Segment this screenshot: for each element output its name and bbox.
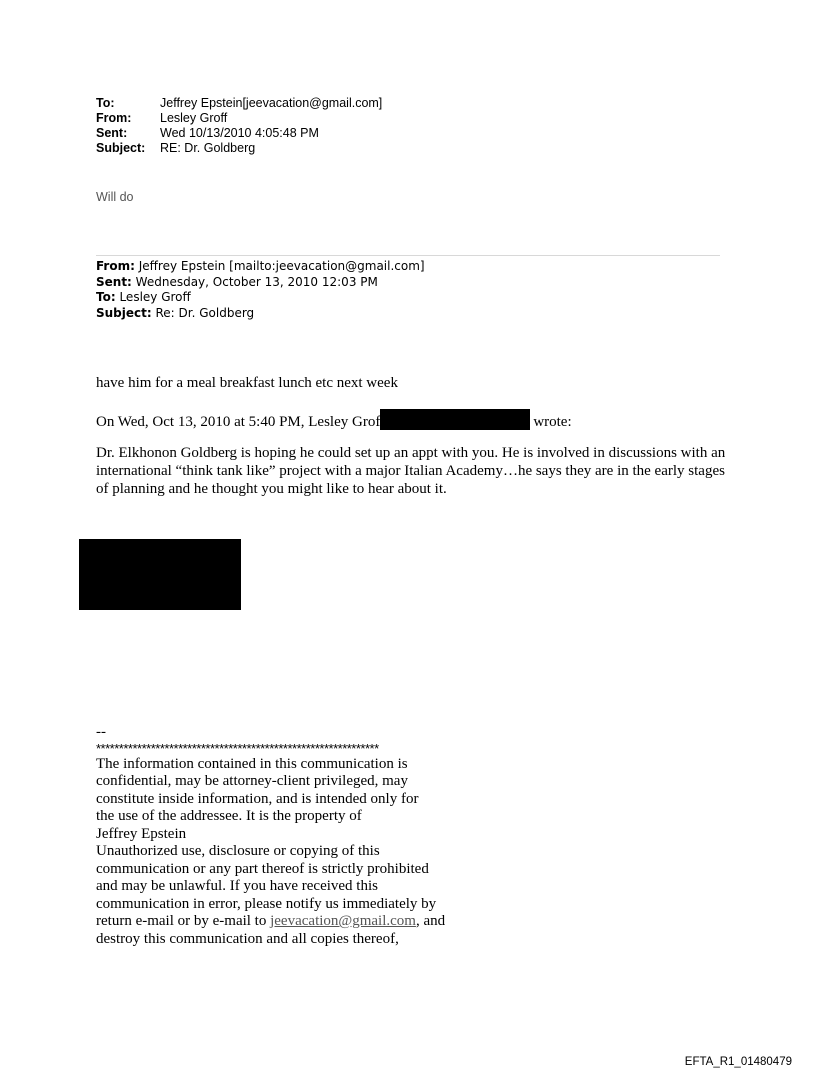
from-label: From: [96,111,132,125]
disclaimer-line: The information contained in this communication is [96,755,408,772]
quoted-sent-value: Wednesday, October 13, 2010 12:03 PM [131,274,378,289]
quote-attribution [96,409,572,431]
disclaimer-return-line [96,913,596,931]
quoted-subject-label: Subject: [96,305,152,320]
disclaimer-last-line: destroy this communication and all copies thereof, [96,930,399,947]
redaction-bar-inline [380,409,530,430]
quoted-from-label: From: [96,259,135,273]
quoted-from-row [96,259,425,275]
to-label: To: [96,96,115,110]
reply-text: Will do [96,190,134,204]
header-subject-row [96,141,382,156]
disclaimer-line: the use of the addressee. It is the property of [96,808,362,824]
subject-label: Subject: [96,141,146,155]
quoted-to-label: To: [96,290,116,304]
message-body-2: Dr. Elkhonon Goldberg is hoping he could set up an appt with you. He is involved in discussions with an international “think tank like” project with a major Italian Academy…he says they are in the early stages of planning and he thought you might like to hear about it. [96,445,726,497]
disclaimer-line: and may be unlawful. If you have received this [96,878,378,894]
quoted-subject-value: Re: Dr. Goldberg [151,305,255,320]
disclaimer-line: constitute inside information, and is intended only for [96,790,419,807]
quoted-header [96,259,425,321]
disclaimer-line: Unauthorized use, disclosure or copying of this [96,843,380,859]
to-value: Jeffrey Epstein[jeevacation@gmail.com] [160,96,383,110]
disclaimer-line: communication or any part thereof is strictly prohibited [96,860,429,877]
header-from-row [96,111,382,126]
email-link[interactable]: jeevacation@gmail.com [270,913,416,929]
signature-dashes: -- [96,724,106,740]
return-suffix: , and [415,913,446,929]
quoted-sent-label: Sent: [96,274,132,289]
signature-stars: ************************************************************** [96,740,379,756]
disclaimer-line: confidential, may be attorney-client privileged, may [96,773,408,789]
email-header [96,96,382,156]
disclaimer-line: Jeffrey Epstein [96,825,187,842]
from-value: Lesley Groff [160,111,228,125]
disclaimer-line: communication in error, please notify us immediately by [96,895,437,912]
header-to-row [96,96,382,111]
document-id: EFTA_R1_01480479 [684,1056,792,1068]
attribution-suffix: wrote: [533,414,572,430]
sent-value: Wed 10/13/2010 4:05:48 PM [160,126,319,140]
quoted-from-value: Jeffrey Epstein [mailto:jeevacation@gmail.com] [134,259,425,273]
quoted-to-value: Lesley Groff [115,290,191,304]
subject-value: RE: Dr. Goldberg [160,141,256,155]
signature-disclaimer [96,724,596,948]
message-body-1: have him for a meal breakfast lunch etc next week [96,375,398,391]
quoted-to-row [96,290,425,306]
header-sent-row [96,126,382,141]
sent-label: Sent: [96,126,128,140]
quoted-sent-row [96,275,425,291]
return-prefix: return e-mail or by e-mail to [96,913,271,929]
quote-divider [96,255,720,256]
quoted-subject-row [96,306,425,322]
attribution-prefix: On Wed, Oct 13, 2010 at 5:40 PM, Lesley Grof [96,414,381,430]
redaction-block [79,539,241,610]
